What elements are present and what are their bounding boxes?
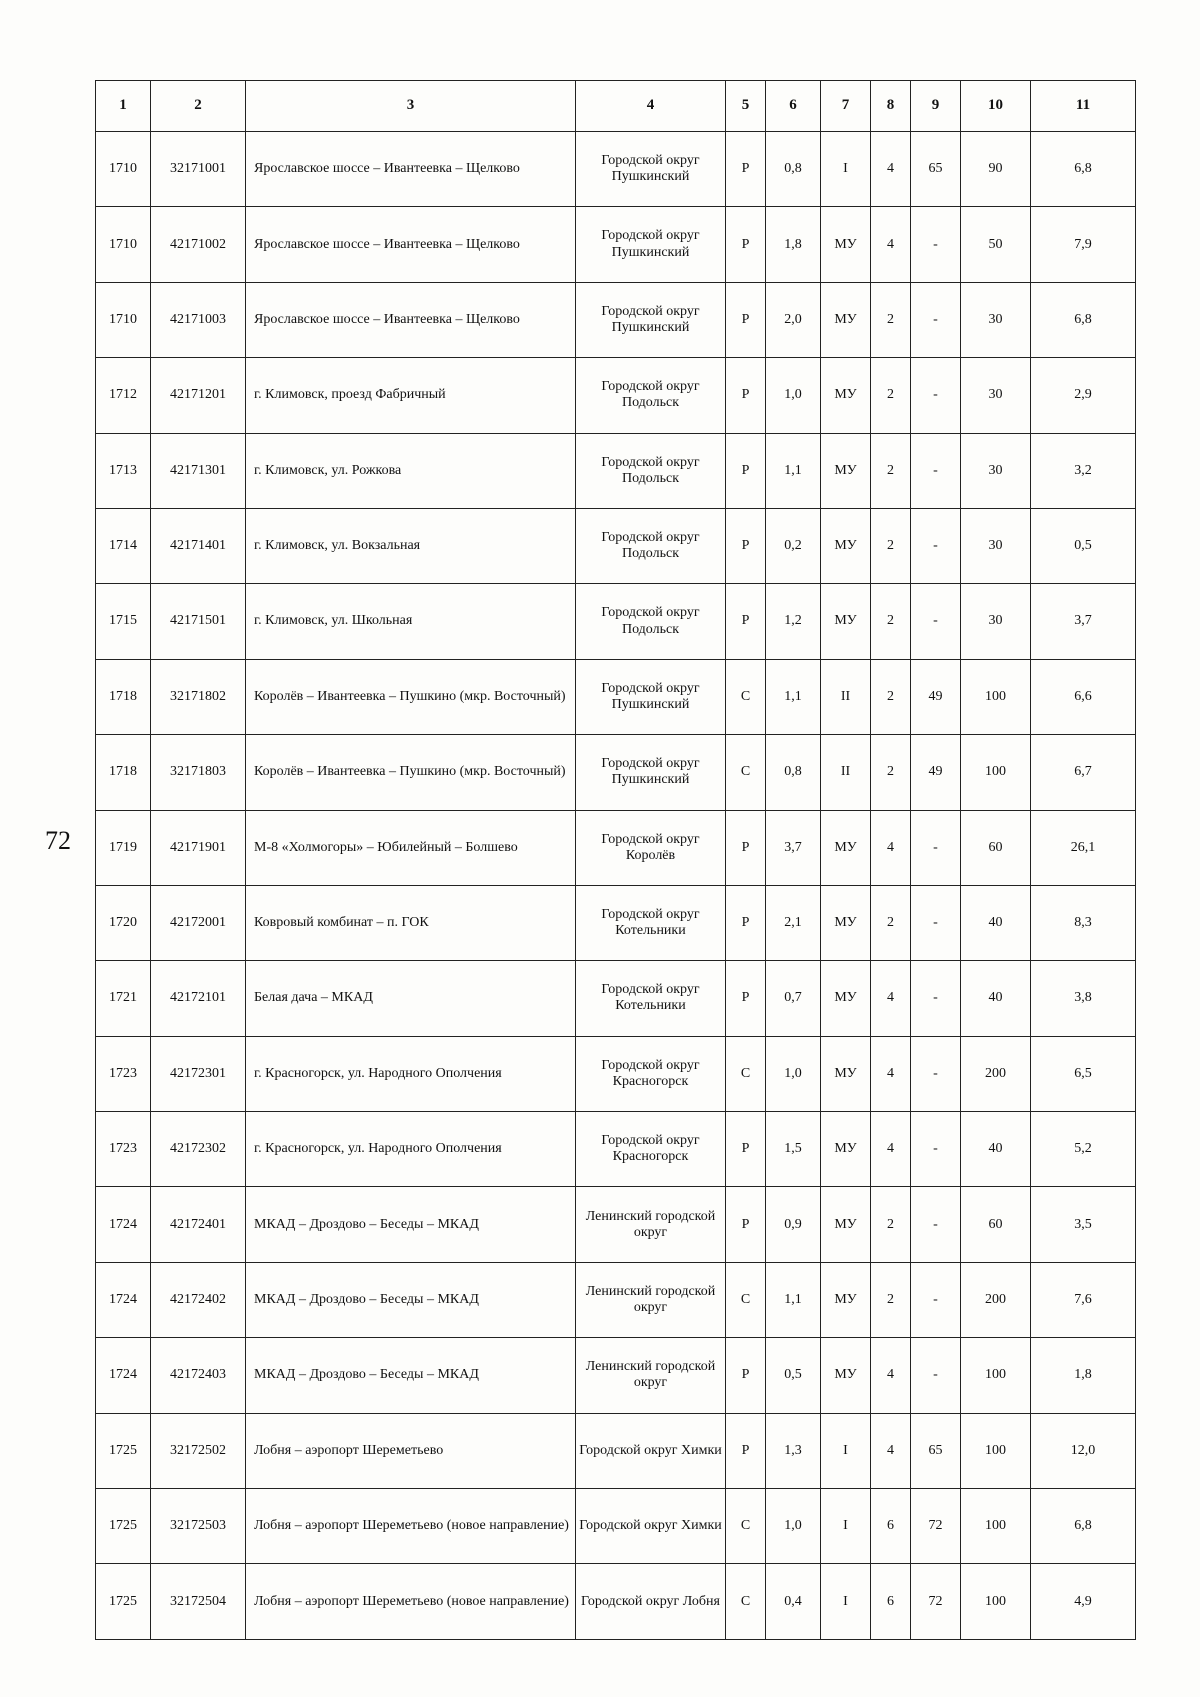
cell-road-group: 1715 bbox=[96, 584, 151, 659]
cell-lanes: 2 bbox=[871, 885, 911, 960]
cell-municipality: Городской округ Красногорск bbox=[576, 1112, 726, 1187]
cell-category: МУ bbox=[821, 433, 871, 508]
cell-length-km: 1,5 bbox=[766, 1112, 821, 1187]
cell-length-km: 1,0 bbox=[766, 1489, 821, 1564]
cell-municipality: Городской округ Пушкинский bbox=[576, 659, 726, 734]
table-row bbox=[96, 1112, 1136, 1187]
cell-municipality: Городской округ Котельники bbox=[576, 961, 726, 1036]
cell-municipality: Городской округ Подольск bbox=[576, 358, 726, 433]
cell-road-type: Р bbox=[726, 1112, 766, 1187]
cell-road-group: 1724 bbox=[96, 1187, 151, 1262]
column-header-10: 10 bbox=[961, 81, 1031, 132]
page-number: 72 bbox=[45, 826, 71, 855]
cell-road-id: 32171802 bbox=[151, 659, 246, 734]
cell-value: 7,9 bbox=[1031, 207, 1136, 282]
cell-road-type: Р bbox=[726, 207, 766, 282]
cell-speed: 49 bbox=[911, 659, 961, 734]
cell-width: 200 bbox=[961, 1036, 1031, 1111]
cell-road-type: С bbox=[726, 1564, 766, 1640]
cell-route-name: Королёв – Ивантеевка – Пушкино (мкр. Восточный) bbox=[246, 659, 576, 734]
column-header-4: 4 bbox=[576, 81, 726, 132]
cell-route-name: МКАД – Дроздово – Беседы – МКАД bbox=[246, 1262, 576, 1337]
cell-length-km: 1,1 bbox=[766, 433, 821, 508]
cell-municipality: Ленинский городской округ bbox=[576, 1262, 726, 1337]
cell-speed: 49 bbox=[911, 735, 961, 810]
cell-road-type: С bbox=[726, 659, 766, 734]
cell-value: 6,8 bbox=[1031, 132, 1136, 207]
cell-category: II bbox=[821, 735, 871, 810]
cell-width: 100 bbox=[961, 1564, 1031, 1640]
cell-value: 3,8 bbox=[1031, 961, 1136, 1036]
cell-municipality: Городской округ Подольск bbox=[576, 433, 726, 508]
table-row bbox=[96, 885, 1136, 960]
cell-route-name: Ярославское шоссе – Ивантеевка – Щелково bbox=[246, 282, 576, 357]
cell-width: 100 bbox=[961, 735, 1031, 810]
cell-speed: - bbox=[911, 584, 961, 659]
cell-category: I bbox=[821, 132, 871, 207]
cell-width: 60 bbox=[961, 810, 1031, 885]
cell-speed: - bbox=[911, 282, 961, 357]
cell-road-group: 1710 bbox=[96, 132, 151, 207]
cell-length-km: 1,3 bbox=[766, 1413, 821, 1488]
cell-route-name: Белая дача – МКАД bbox=[246, 961, 576, 1036]
cell-route-name: М-8 «Холмогоры» – Юбилейный – Болшево bbox=[246, 810, 576, 885]
cell-width: 100 bbox=[961, 1489, 1031, 1564]
cell-category: МУ bbox=[821, 1187, 871, 1262]
table-row bbox=[96, 433, 1136, 508]
table-row bbox=[96, 132, 1136, 207]
cell-road-group: 1723 bbox=[96, 1112, 151, 1187]
cell-road-group: 1724 bbox=[96, 1262, 151, 1337]
cell-municipality: Городской округ Пушкинский bbox=[576, 282, 726, 357]
cell-road-group: 1724 bbox=[96, 1338, 151, 1413]
cell-length-km: 0,4 bbox=[766, 1564, 821, 1640]
cell-road-id: 42171301 bbox=[151, 433, 246, 508]
column-header-5: 5 bbox=[726, 81, 766, 132]
cell-value: 8,3 bbox=[1031, 885, 1136, 960]
table-row bbox=[96, 1262, 1136, 1337]
cell-value: 0,5 bbox=[1031, 508, 1136, 583]
cell-length-km: 0,5 bbox=[766, 1338, 821, 1413]
cell-value: 5,2 bbox=[1031, 1112, 1136, 1187]
cell-speed: - bbox=[911, 810, 961, 885]
cell-municipality: Городской округ Химки bbox=[576, 1489, 726, 1564]
roads-table bbox=[95, 80, 1136, 1640]
cell-municipality: Городской округ Подольск bbox=[576, 584, 726, 659]
cell-value: 6,5 bbox=[1031, 1036, 1136, 1111]
cell-category: МУ bbox=[821, 584, 871, 659]
cell-width: 40 bbox=[961, 885, 1031, 960]
cell-speed: 72 bbox=[911, 1564, 961, 1640]
cell-road-type: С bbox=[726, 1489, 766, 1564]
cell-category: МУ bbox=[821, 508, 871, 583]
cell-value: 7,6 bbox=[1031, 1262, 1136, 1337]
cell-lanes: 2 bbox=[871, 1187, 911, 1262]
cell-road-id: 32171803 bbox=[151, 735, 246, 810]
cell-road-type: Р bbox=[726, 584, 766, 659]
cell-speed: - bbox=[911, 1036, 961, 1111]
cell-category: I bbox=[821, 1489, 871, 1564]
cell-lanes: 6 bbox=[871, 1489, 911, 1564]
cell-road-group: 1718 bbox=[96, 659, 151, 734]
cell-length-km: 1,0 bbox=[766, 1036, 821, 1111]
table-row bbox=[96, 1489, 1136, 1564]
cell-length-km: 0,8 bbox=[766, 735, 821, 810]
cell-lanes: 4 bbox=[871, 961, 911, 1036]
cell-lanes: 4 bbox=[871, 132, 911, 207]
table-row bbox=[96, 1036, 1136, 1111]
column-header-7: 7 bbox=[821, 81, 871, 132]
cell-category: МУ bbox=[821, 1338, 871, 1413]
cell-value: 26,1 bbox=[1031, 810, 1136, 885]
cell-route-name: Ярославское шоссе – Ивантеевка – Щелково bbox=[246, 207, 576, 282]
cell-road-id: 42172301 bbox=[151, 1036, 246, 1111]
cell-speed: - bbox=[911, 1338, 961, 1413]
cell-road-id: 32172502 bbox=[151, 1413, 246, 1488]
table-row bbox=[96, 961, 1136, 1036]
cell-road-id: 32171001 bbox=[151, 132, 246, 207]
table-row bbox=[96, 1564, 1136, 1640]
cell-municipality: Ленинский городской округ bbox=[576, 1187, 726, 1262]
cell-lanes: 2 bbox=[871, 584, 911, 659]
cell-road-group: 1719 bbox=[96, 810, 151, 885]
cell-road-type: Р bbox=[726, 1413, 766, 1488]
cell-road-id: 42171901 bbox=[151, 810, 246, 885]
cell-category: МУ bbox=[821, 1262, 871, 1337]
cell-road-id: 32172504 bbox=[151, 1564, 246, 1640]
cell-value: 3,5 bbox=[1031, 1187, 1136, 1262]
cell-lanes: 4 bbox=[871, 1112, 911, 1187]
cell-value: 4,9 bbox=[1031, 1564, 1136, 1640]
cell-road-id: 42171201 bbox=[151, 358, 246, 433]
cell-width: 60 bbox=[961, 1187, 1031, 1262]
column-header-3: 3 bbox=[246, 81, 576, 132]
cell-value: 3,7 bbox=[1031, 584, 1136, 659]
table-row bbox=[96, 659, 1136, 734]
cell-municipality: Городской округ Пушкинский bbox=[576, 735, 726, 810]
cell-road-group: 1723 bbox=[96, 1036, 151, 1111]
cell-route-name: г. Климовск, ул. Школьная bbox=[246, 584, 576, 659]
cell-category: I bbox=[821, 1413, 871, 1488]
table-row bbox=[96, 1413, 1136, 1488]
cell-route-name: Лобня – аэропорт Шереметьево (новое направление) bbox=[246, 1564, 576, 1640]
cell-value: 6,8 bbox=[1031, 1489, 1136, 1564]
cell-lanes: 4 bbox=[871, 1413, 911, 1488]
cell-lanes: 2 bbox=[871, 735, 911, 810]
column-header-11: 11 bbox=[1031, 81, 1136, 132]
cell-category: МУ bbox=[821, 810, 871, 885]
cell-road-group: 1718 bbox=[96, 735, 151, 810]
cell-width: 90 bbox=[961, 132, 1031, 207]
cell-road-type: С bbox=[726, 1036, 766, 1111]
cell-road-id: 42171401 bbox=[151, 508, 246, 583]
cell-route-name: г. Климовск, проезд Фабричный bbox=[246, 358, 576, 433]
cell-road-group: 1725 bbox=[96, 1489, 151, 1564]
cell-category: МУ bbox=[821, 961, 871, 1036]
cell-municipality: Городской округ Подольск bbox=[576, 508, 726, 583]
table-row bbox=[96, 810, 1136, 885]
cell-road-type: Р bbox=[726, 132, 766, 207]
cell-width: 200 bbox=[961, 1262, 1031, 1337]
cell-municipality: Городской округ Котельники bbox=[576, 885, 726, 960]
cell-road-group: 1720 bbox=[96, 885, 151, 960]
cell-route-name: Лобня – аэропорт Шереметьево (новое направление) bbox=[246, 1489, 576, 1564]
cell-route-name: г. Красногорск, ул. Народного Ополчения bbox=[246, 1112, 576, 1187]
cell-road-group: 1725 bbox=[96, 1564, 151, 1640]
cell-road-type: Р bbox=[726, 961, 766, 1036]
table-row bbox=[96, 1187, 1136, 1262]
column-header-6: 6 bbox=[766, 81, 821, 132]
cell-length-km: 1,8 bbox=[766, 207, 821, 282]
cell-lanes: 4 bbox=[871, 1036, 911, 1111]
cell-length-km: 1,0 bbox=[766, 358, 821, 433]
table-row bbox=[96, 1338, 1136, 1413]
column-header-9: 9 bbox=[911, 81, 961, 132]
cell-length-km: 2,0 bbox=[766, 282, 821, 357]
cell-value: 12,0 bbox=[1031, 1413, 1136, 1488]
cell-municipality: Городской округ Пушкинский bbox=[576, 132, 726, 207]
cell-width: 40 bbox=[961, 1112, 1031, 1187]
cell-route-name: г. Климовск, ул. Вокзальная bbox=[246, 508, 576, 583]
table-row bbox=[96, 207, 1136, 282]
cell-road-id: 42171501 bbox=[151, 584, 246, 659]
cell-value: 6,8 bbox=[1031, 282, 1136, 357]
table-row bbox=[96, 358, 1136, 433]
cell-road-type: Р bbox=[726, 508, 766, 583]
cell-width: 50 bbox=[961, 207, 1031, 282]
cell-speed: - bbox=[911, 1262, 961, 1337]
cell-category: МУ bbox=[821, 1036, 871, 1111]
cell-lanes: 4 bbox=[871, 207, 911, 282]
cell-road-type: Р bbox=[726, 358, 766, 433]
cell-length-km: 0,8 bbox=[766, 132, 821, 207]
cell-lanes: 2 bbox=[871, 282, 911, 357]
cell-road-group: 1714 bbox=[96, 508, 151, 583]
cell-length-km: 1,1 bbox=[766, 659, 821, 734]
cell-length-km: 0,7 bbox=[766, 961, 821, 1036]
cell-road-id: 42172001 bbox=[151, 885, 246, 960]
cell-road-type: Р bbox=[726, 433, 766, 508]
cell-road-type: Р bbox=[726, 885, 766, 960]
cell-category: МУ bbox=[821, 358, 871, 433]
cell-length-km: 1,2 bbox=[766, 584, 821, 659]
cell-road-type: Р bbox=[726, 1187, 766, 1262]
cell-route-name: Ярославское шоссе – Ивантеевка – Щелково bbox=[246, 132, 576, 207]
cell-value: 1,8 bbox=[1031, 1338, 1136, 1413]
roads-table-sheet bbox=[95, 80, 1135, 1640]
cell-length-km: 0,9 bbox=[766, 1187, 821, 1262]
cell-lanes: 4 bbox=[871, 810, 911, 885]
cell-value: 2,9 bbox=[1031, 358, 1136, 433]
cell-route-name: Королёв – Ивантеевка – Пушкино (мкр. Восточный) bbox=[246, 735, 576, 810]
cell-road-id: 42171003 bbox=[151, 282, 246, 357]
cell-width: 100 bbox=[961, 1338, 1031, 1413]
table-row bbox=[96, 584, 1136, 659]
cell-width: 30 bbox=[961, 358, 1031, 433]
cell-width: 100 bbox=[961, 659, 1031, 734]
cell-road-id: 42171002 bbox=[151, 207, 246, 282]
cell-speed: 65 bbox=[911, 132, 961, 207]
cell-lanes: 2 bbox=[871, 659, 911, 734]
cell-value: 6,6 bbox=[1031, 659, 1136, 734]
cell-road-type: Р bbox=[726, 282, 766, 357]
cell-category: МУ bbox=[821, 1112, 871, 1187]
table-row bbox=[96, 735, 1136, 810]
cell-width: 100 bbox=[961, 1413, 1031, 1488]
cell-municipality: Городской округ Красногорск bbox=[576, 1036, 726, 1111]
cell-route-name: Лобня – аэропорт Шереметьево bbox=[246, 1413, 576, 1488]
cell-speed: - bbox=[911, 1112, 961, 1187]
cell-category: МУ bbox=[821, 282, 871, 357]
cell-speed: - bbox=[911, 1187, 961, 1262]
cell-route-name: МКАД – Дроздово – Беседы – МКАД bbox=[246, 1338, 576, 1413]
cell-length-km: 1,1 bbox=[766, 1262, 821, 1337]
cell-length-km: 3,7 bbox=[766, 810, 821, 885]
cell-road-id: 42172402 bbox=[151, 1262, 246, 1337]
cell-width: 30 bbox=[961, 584, 1031, 659]
cell-road-group: 1713 bbox=[96, 433, 151, 508]
cell-speed: 65 bbox=[911, 1413, 961, 1488]
cell-route-name: г. Климовск, ул. Рожкова bbox=[246, 433, 576, 508]
cell-width: 30 bbox=[961, 282, 1031, 357]
table-row bbox=[96, 282, 1136, 357]
cell-municipality: Городской округ Химки bbox=[576, 1413, 726, 1488]
cell-route-name: Ковровый комбинат – п. ГОК bbox=[246, 885, 576, 960]
table-body bbox=[96, 132, 1136, 1640]
cell-municipality: Городской округ Лобня bbox=[576, 1564, 726, 1640]
cell-road-id: 42172302 bbox=[151, 1112, 246, 1187]
cell-lanes: 2 bbox=[871, 508, 911, 583]
table-row bbox=[96, 508, 1136, 583]
cell-speed: 72 bbox=[911, 1489, 961, 1564]
cell-value: 6,7 bbox=[1031, 735, 1136, 810]
cell-municipality: Городской округ Пушкинский bbox=[576, 207, 726, 282]
cell-category: II bbox=[821, 659, 871, 734]
cell-speed: - bbox=[911, 508, 961, 583]
cell-speed: - bbox=[911, 885, 961, 960]
column-header-2: 2 bbox=[151, 81, 246, 132]
cell-category: I bbox=[821, 1564, 871, 1640]
cell-lanes: 6 bbox=[871, 1564, 911, 1640]
cell-speed: - bbox=[911, 358, 961, 433]
cell-length-km: 0,2 bbox=[766, 508, 821, 583]
cell-lanes: 2 bbox=[871, 1262, 911, 1337]
cell-road-group: 1710 bbox=[96, 207, 151, 282]
cell-lanes: 4 bbox=[871, 1338, 911, 1413]
cell-road-id: 42172401 bbox=[151, 1187, 246, 1262]
cell-municipality: Ленинский городской округ bbox=[576, 1338, 726, 1413]
cell-width: 30 bbox=[961, 508, 1031, 583]
cell-width: 40 bbox=[961, 961, 1031, 1036]
cell-road-group: 1725 bbox=[96, 1413, 151, 1488]
cell-road-type: Р bbox=[726, 810, 766, 885]
cell-speed: - bbox=[911, 207, 961, 282]
cell-lanes: 2 bbox=[871, 433, 911, 508]
cell-municipality: Городской округ Королёв bbox=[576, 810, 726, 885]
cell-length-km: 2,1 bbox=[766, 885, 821, 960]
column-header-8: 8 bbox=[871, 81, 911, 132]
cell-road-type: С bbox=[726, 735, 766, 810]
cell-route-name: МКАД – Дроздово – Беседы – МКАД bbox=[246, 1187, 576, 1262]
cell-road-group: 1721 bbox=[96, 961, 151, 1036]
cell-route-name: г. Красногорск, ул. Народного Ополчения bbox=[246, 1036, 576, 1111]
cell-lanes: 2 bbox=[871, 358, 911, 433]
cell-value: 3,2 bbox=[1031, 433, 1136, 508]
cell-category: МУ bbox=[821, 207, 871, 282]
table-header-row bbox=[96, 81, 1136, 132]
cell-road-type: С bbox=[726, 1262, 766, 1337]
cell-width: 30 bbox=[961, 433, 1031, 508]
cell-road-type: Р bbox=[726, 1338, 766, 1413]
column-header-1: 1 bbox=[96, 81, 151, 132]
cell-road-id: 42172403 bbox=[151, 1338, 246, 1413]
cell-category: МУ bbox=[821, 885, 871, 960]
cell-road-group: 1710 bbox=[96, 282, 151, 357]
cell-road-id: 42172101 bbox=[151, 961, 246, 1036]
cell-speed: - bbox=[911, 433, 961, 508]
cell-road-id: 32172503 bbox=[151, 1489, 246, 1564]
cell-road-group: 1712 bbox=[96, 358, 151, 433]
cell-speed: - bbox=[911, 961, 961, 1036]
